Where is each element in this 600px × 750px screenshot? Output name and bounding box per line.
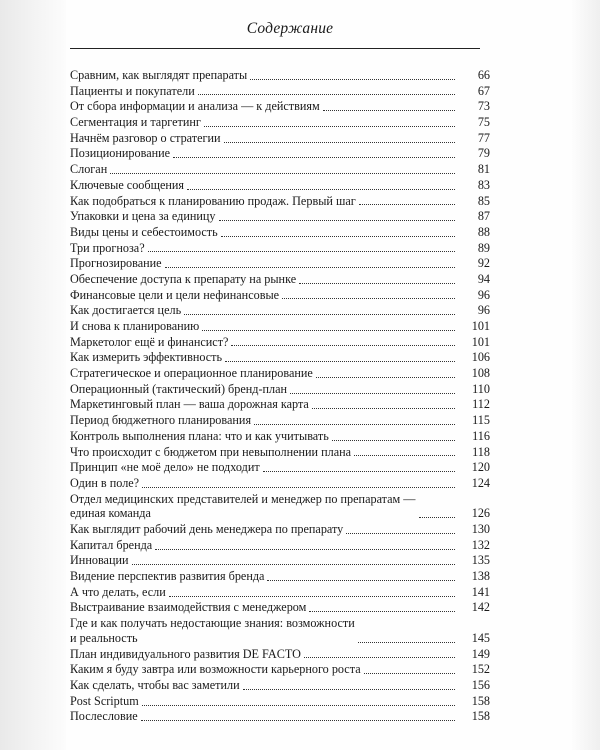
dot-leader (142, 486, 455, 488)
dot-leader (165, 266, 455, 268)
toc-entry-page-number: 135 (471, 553, 490, 568)
toc-entry-page-number: 67 (477, 83, 490, 98)
toc-entry (70, 303, 490, 318)
toc-entry-title: Пациенты и покупатели (70, 83, 195, 98)
toc-entry (70, 115, 490, 130)
toc-entry (70, 616, 490, 646)
dot-leader (231, 344, 455, 346)
toc-entry-title: Операционный (тактический) бренд-план (70, 381, 288, 396)
dot-leader (309, 610, 455, 612)
toc-entry (70, 382, 490, 397)
toc-entry-page-number: 138 (471, 569, 490, 584)
toc-entry-title: Один в поле? (70, 475, 140, 490)
toc-entry (70, 288, 490, 303)
toc-entry (70, 569, 490, 584)
dot-leader (346, 532, 455, 534)
toc-entry (70, 694, 490, 709)
toc-entry-title: План индивидуального развития DE FACTO (70, 646, 301, 661)
dot-leader (323, 109, 455, 111)
toc-entry-page-number: 101 (471, 334, 490, 349)
toc-entry-title: Упаковки и цена за единицу (70, 209, 216, 224)
toc-entry-page-number: 152 (471, 662, 490, 677)
dot-leader (219, 219, 455, 221)
dot-leader (204, 125, 455, 127)
toc-entry-title-line: единая команда (70, 506, 151, 521)
dot-leader (110, 172, 455, 174)
toc-entry-title: Выстраивание взаимодействия с менеджером (70, 600, 307, 615)
toc-entry (70, 146, 490, 161)
toc-entry-page-number: 106 (471, 350, 490, 365)
toc-entry (70, 460, 490, 475)
toc-entry (70, 272, 490, 287)
dot-leader (173, 156, 455, 158)
dot-leader (169, 595, 455, 597)
dot-leader (187, 188, 455, 190)
toc-entry (70, 678, 490, 693)
toc-entry-page-number: 89 (477, 240, 490, 255)
dot-leader (225, 360, 455, 362)
toc-entry-page-number: 66 (477, 68, 490, 82)
header-rule (70, 48, 480, 49)
toc-entry-title: Post Scriptum (70, 693, 139, 708)
toc-entry-title: От сбора информации и анализа — к действиям (70, 99, 320, 114)
toc-entry-title: Слоган (70, 162, 108, 177)
toc-entry-page-number: 132 (471, 537, 490, 552)
dot-leader (299, 282, 455, 284)
toc-entry-title: Принцип «не моё дело» не подходит (70, 460, 260, 475)
dot-leader (142, 704, 455, 706)
toc-entry (70, 600, 490, 615)
toc-entry-title: Как сделать, чтобы вас заметили (70, 678, 240, 693)
toc-entry-title: Сегментация и таргетинг (70, 115, 201, 130)
toc-entry (70, 492, 490, 522)
toc-entry-title (70, 616, 355, 646)
toc-entry-title: Сравним, как выглядят препараты (70, 68, 248, 82)
toc-entry (70, 553, 490, 568)
toc-entry-page-number: 142 (471, 600, 490, 615)
toc-entry-page-number: 112 (472, 397, 490, 412)
toc-entry-title: Финансовые цели и цели нефинансовые (70, 287, 280, 302)
toc-entry-title: Видение перспектив развития бренда (70, 569, 265, 584)
toc-entry (70, 99, 490, 114)
toc-entry (70, 241, 490, 256)
toc-entry-page-number: 75 (477, 115, 490, 130)
dot-leader (202, 329, 455, 331)
dot-leader (243, 688, 455, 690)
toc-entry-page-number: 101 (471, 319, 490, 333)
toc-entry (70, 429, 490, 444)
dot-leader (132, 563, 455, 565)
toc-entry-title: Как измерить эффективность (70, 350, 223, 365)
toc-entry (70, 647, 490, 662)
toc-entry-title: Период бюджетного планирования (70, 413, 252, 428)
dot-leader (354, 454, 455, 456)
toc-entry-title-line: и реальность (70, 630, 138, 645)
toc-entry-page-number: 149 (471, 646, 490, 661)
toc-entry-title: И снова к планированию (70, 319, 200, 333)
toc-entry-page-number: 116 (472, 428, 490, 443)
dot-leader (221, 235, 455, 237)
toc-entry-page-number: 83 (477, 177, 490, 192)
dot-leader (359, 203, 455, 205)
toc-entry-page-number: 124 (471, 475, 490, 490)
toc-entry-title: Маркетолог ещё и финансист? (70, 334, 229, 349)
dot-leader (224, 141, 455, 143)
toc-entry-title: Каким я буду завтра или возможности карьерного роста (70, 662, 361, 677)
toc-entry-page-number: 126 (471, 506, 490, 521)
toc-entry-title: Как достигается цель (70, 303, 182, 318)
toc-entry-title: Маркетинговый план — ваша дорожная карта (70, 397, 309, 412)
toc-entry-page-number: 145 (471, 630, 490, 645)
dot-leader (148, 250, 455, 252)
toc-entry (70, 662, 490, 677)
dot-leader (419, 516, 456, 518)
page-binding-shadow (0, 0, 66, 750)
table-of-contents (70, 68, 490, 725)
toc-entry-title: Контроль выполнения плана: что и как учитывать (70, 428, 329, 443)
dot-leader (267, 579, 455, 581)
toc-entry (70, 162, 490, 177)
toc-entry-title: Инновации (70, 553, 129, 568)
dot-leader (282, 297, 455, 299)
toc-entry-title-line: Отдел медицинских представителей и менеджер по препаратам — (70, 491, 416, 506)
toc-entry (70, 350, 490, 365)
dot-leader (254, 423, 455, 425)
toc-entry-page-number: 108 (471, 366, 490, 381)
dot-leader (250, 78, 455, 80)
toc-entry-page-number: 79 (477, 146, 490, 161)
toc-entry-title: Что происходит с бюджетом при невыполнении плана (70, 444, 352, 459)
dot-leader (290, 392, 455, 394)
toc-entry-page-number: 158 (471, 709, 490, 724)
toc-entry (70, 709, 490, 724)
toc-entry-title: Позиционирование (70, 146, 171, 161)
toc-entry (70, 256, 490, 271)
toc-entry-page-number: 96 (477, 303, 490, 318)
toc-entry (70, 538, 490, 553)
toc-entry-page-number: 73 (477, 99, 490, 114)
toc-entry-title: А что делать, если (70, 584, 166, 599)
toc-entry-page-number: 77 (477, 130, 490, 145)
toc-entry-title: Виды цены и себестоимость (70, 224, 218, 239)
dot-leader (332, 439, 455, 441)
dot-leader (198, 93, 455, 95)
toc-entry (70, 366, 490, 381)
dot-leader (155, 548, 455, 550)
toc-entry-page-number: 81 (477, 162, 490, 177)
toc-entry (70, 397, 490, 412)
toc-entry (70, 335, 490, 350)
toc-entry (70, 84, 490, 99)
toc-entry-page-number: 141 (471, 584, 490, 599)
toc-entry (70, 319, 490, 334)
toc-entry-title: Капитал бренда (70, 537, 153, 552)
toc-entry-page-number: 85 (477, 193, 490, 208)
toc-entry-title: Обеспечение доступа к препарату на рынке (70, 271, 297, 286)
toc-entry (70, 68, 490, 83)
toc-entry (70, 131, 490, 146)
toc-entry-title: Как выглядит рабочий день менеджера по препарату (70, 522, 344, 537)
toc-entry (70, 585, 490, 600)
toc-entry-page-number: 130 (471, 522, 490, 537)
toc-entry (70, 522, 490, 537)
toc-entry (70, 194, 490, 209)
toc-entry-page-number: 118 (472, 444, 490, 459)
toc-entry-title: Как подобраться к планированию продаж. Первый шаг (70, 193, 356, 208)
toc-entry (70, 445, 490, 460)
dot-leader (316, 376, 455, 378)
toc-entry-title (70, 492, 416, 522)
toc-entry (70, 178, 490, 193)
toc-entry-title: Стратегическое и операционное планирование (70, 366, 313, 381)
toc-entry (70, 225, 490, 240)
dot-leader (184, 313, 455, 315)
dot-leader (358, 641, 455, 643)
dot-leader (364, 672, 455, 674)
toc-entry-title: Прогнозирование (70, 256, 162, 271)
dot-leader (141, 719, 455, 721)
toc-entry-page-number: 120 (471, 460, 490, 475)
dot-leader (304, 656, 455, 658)
toc-entry-page-number: 156 (471, 678, 490, 693)
toc-entry-page-number: 110 (472, 381, 490, 396)
toc-entry-page-number: 115 (472, 413, 490, 428)
toc-entry-title-line: Где и как получать недостающие знания: возможности (70, 616, 355, 631)
toc-entry-page-number: 96 (477, 287, 490, 302)
dot-leader (312, 407, 455, 409)
toc-entry-page-number: 94 (477, 271, 490, 286)
toc-entry (70, 209, 490, 224)
toc-entry-title: Ключевые сообщения (70, 177, 185, 192)
dot-leader (263, 470, 455, 472)
toc-entry-title: Начнём разговор о стратегии (70, 130, 221, 145)
toc-entry (70, 413, 490, 428)
toc-entry-title: Три прогноза? (70, 240, 145, 255)
page-edge-shadow (572, 0, 600, 750)
toc-entry-title: Послесловие (70, 709, 138, 724)
toc-entry-page-number: 87 (477, 209, 490, 224)
toc-entry-page-number: 92 (477, 256, 490, 271)
toc-entry-page-number: 158 (471, 693, 490, 708)
toc-entry-page-number: 88 (477, 224, 490, 239)
page-title: Содержание (246, 20, 334, 37)
toc-entry (70, 476, 490, 491)
